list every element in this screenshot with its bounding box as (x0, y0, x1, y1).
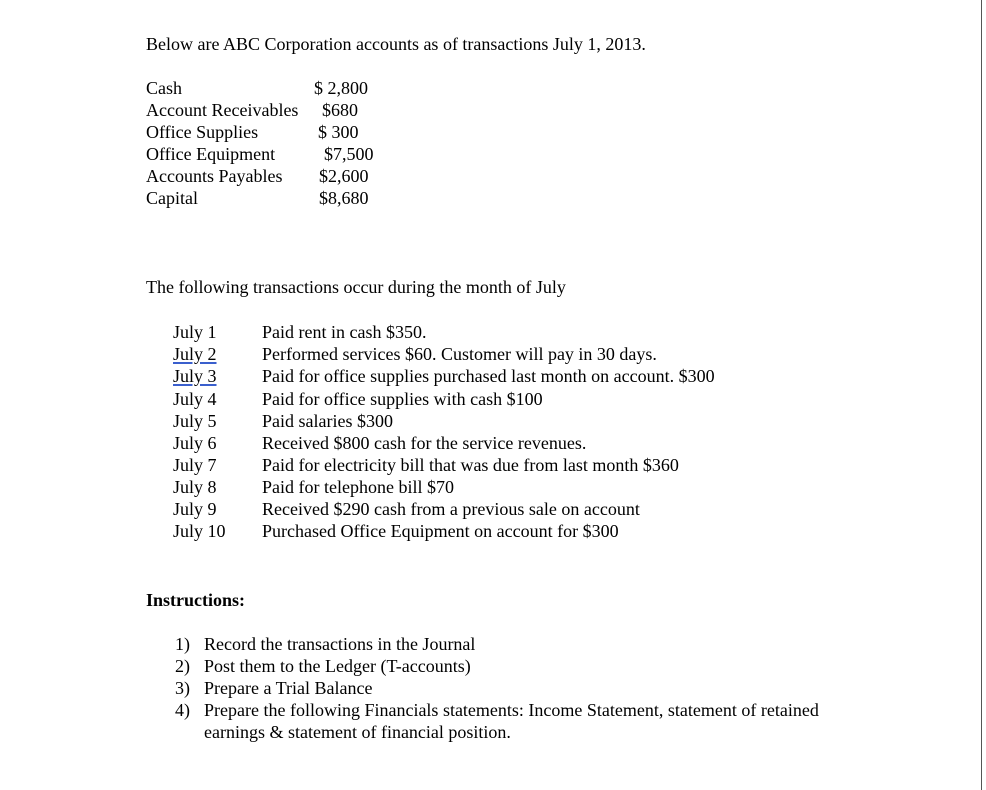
account-name: Cash (146, 78, 182, 98)
transaction-date: July 8 (173, 477, 217, 497)
instruction-text: Prepare the following Financials statements: Income Statement, statement of retained earnings & statement of financial position. (204, 700, 819, 742)
instruction-text: Post them to the Ledger (T-accounts) (204, 656, 471, 676)
transaction-date: July 10 (173, 521, 226, 541)
intro-text: Below are ABC Corporation accounts as of transactions July 1, 2013. (146, 34, 646, 54)
account-value: $ 300 (318, 122, 359, 142)
transaction-description: Purchased Office Equipment on account for $300 (262, 521, 619, 541)
account-name: Office Equipment (146, 144, 276, 164)
transaction-date: July 1 (173, 322, 217, 342)
transaction-description: Paid for electricity bill that was due from last month $360 (262, 455, 679, 475)
transaction-description: Received $290 cash from a previous sale on account (262, 499, 640, 519)
transaction-description: Paid for office supplies purchased last month on account. $300 (262, 366, 715, 386)
transaction-description: Paid for office supplies with cash $100 (262, 389, 543, 409)
instruction-number: 1) (175, 634, 190, 654)
instructions-heading: Instructions: (146, 590, 246, 610)
account-name: Accounts Payables (146, 166, 283, 186)
transaction-description: Paid rent in cash $350. (262, 322, 427, 342)
transactions-heading: The following transactions occur during the month of July (146, 277, 566, 297)
transaction-date: July 4 (173, 389, 217, 409)
instruction-number: 2) (175, 656, 190, 676)
account-name: Office Supplies (146, 122, 259, 142)
instruction-text: Prepare a Trial Balance (204, 678, 373, 698)
account-value: $2,600 (319, 166, 369, 186)
transaction-date: July 3 (173, 366, 217, 386)
transaction-description: Received $800 cash for the service revenues. (262, 433, 587, 453)
transaction-date: July 9 (173, 499, 217, 519)
instruction-number: 3) (175, 678, 190, 698)
transaction-date: July 7 (173, 455, 217, 475)
transaction-description: Paid for telephone bill $70 (262, 477, 454, 497)
instruction-number: 4) (175, 700, 190, 720)
account-value: $ 2,800 (314, 78, 368, 98)
transaction-description: Paid salaries $300 (262, 411, 393, 431)
account-value: $7,500 (324, 144, 374, 164)
transaction-date: July 6 (173, 433, 217, 453)
transaction-date: July 5 (173, 411, 217, 431)
account-value: $680 (322, 100, 358, 120)
account-name: Account Receivables (146, 100, 299, 120)
account-name: Capital (146, 188, 198, 208)
account-value: $8,680 (319, 188, 369, 208)
transaction-date: July 2 (173, 344, 217, 364)
instruction-text: Record the transactions in the Journal (204, 634, 476, 654)
transaction-description: Performed services $60. Customer will pay in 30 days. (262, 344, 657, 364)
